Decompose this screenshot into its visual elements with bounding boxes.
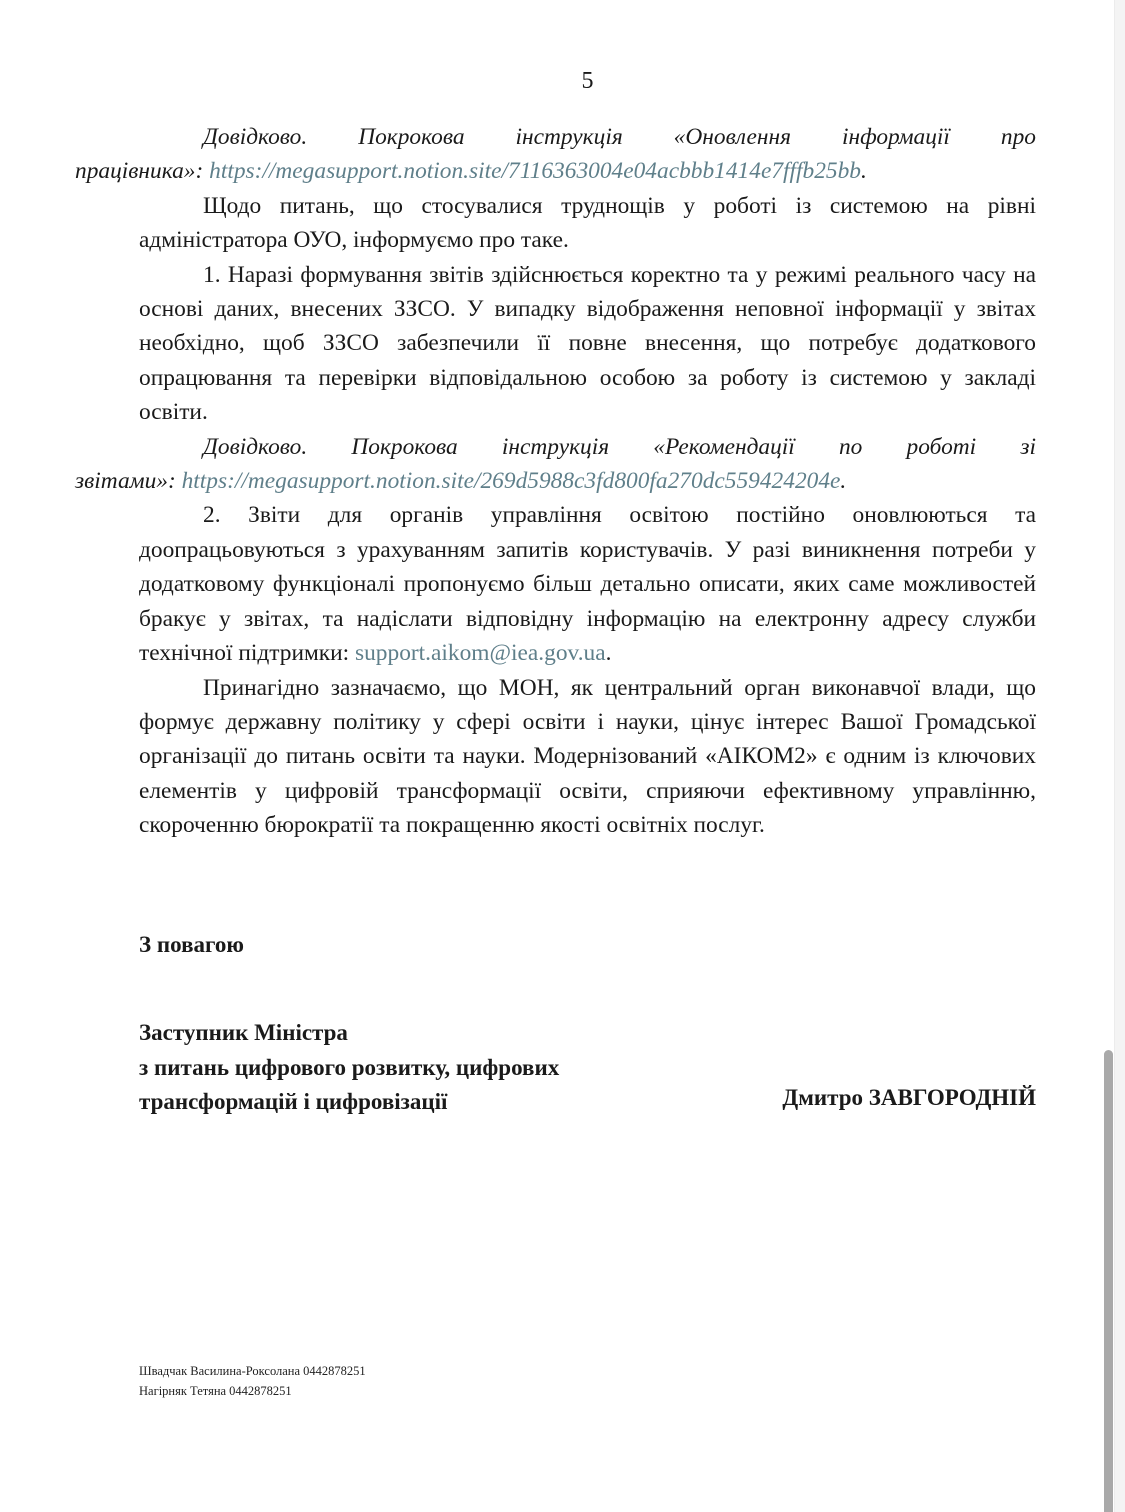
reference-1-prefix: працівника»: bbox=[75, 158, 210, 185]
item-1-paragraph: 1. Наразі формування звітів здійснюється коректно та у режимі реального часу на основі даних, внесених ЗЗСО. У випадку відображення неповної інформації у звітах необхідно, щоб ЗЗСО забезпечили її повне внесення, що потребує додаткового опрацювання та перевірки відповідальною особою за роботу із системою у закладі освіти. bbox=[139, 261, 1036, 426]
reference-1-link[interactable]: https://megasupport.notion.site/7116363004e04acbbb1414e7fffb25bb bbox=[209, 158, 861, 185]
signatory-title bbox=[139, 1016, 559, 1120]
reference-1-suffix: . bbox=[861, 158, 867, 185]
letter-body bbox=[75, 120, 1036, 843]
page-edge bbox=[1114, 0, 1125, 1512]
scrollbar-thumb[interactable] bbox=[1104, 1050, 1113, 1512]
intro-paragraph: Щодо питань, що стосувалися труднощів у роботі із системою на рівні адміністратора ОУО, інформуємо про таке. bbox=[139, 192, 1036, 254]
signatory-name: Дмитро ЗАВГОРОДНІЙ bbox=[782, 1085, 1036, 1110]
executor-2: Нагірняк Тетяна 0442878251 bbox=[139, 1384, 292, 1398]
executor-1: Швадчак Василина-Роксолана 0442878251 bbox=[139, 1364, 366, 1378]
reference-2-link[interactable]: https://megasupport.notion.site/269d5988c3fd800fa270dc559424204e bbox=[181, 468, 841, 495]
closing-salutation: З повагою bbox=[139, 932, 244, 957]
page-number: 5 bbox=[581, 68, 594, 94]
reference-paragraph-1 bbox=[75, 120, 1036, 189]
executors bbox=[139, 1361, 366, 1401]
signatory-title-line-1: Заступник Міністра bbox=[139, 1020, 348, 1045]
item-2-text: 2. Звіти для органів управління освітою постійно оновлюються та доопрацьовуються з урахуванням запитів користувачів. У разі виникнення потреби у додатковому функціоналі пропонуємо більш детально описати, яких саме можливостей бракує у звітах, та надіслати відповідну інформацію на електронну адресу служби технічної підтримки: bbox=[139, 502, 1036, 667]
closing-paragraph: Принагідно зазначаємо, що МОН, як центральний орган виконавчої влади, що формує державну політику у сфері освіти і науки, цінує інтерес Вашої Громадської організації до питань освіти та науки. Модернізований «АІКОМ2» є одним із ключових елементів у цифровій трансформації освіти, сприяючи ефективному управлінню, скороченню бюрократії та покращенню якості освітніх послуг. bbox=[139, 674, 1036, 839]
signatory-title-line-3: трансформацій і цифровізації bbox=[139, 1089, 448, 1114]
reference-2-prefix: звітами»: bbox=[75, 468, 182, 495]
reference-2-heading: Довідково. Покрокова інструкція «Рекомендації по роботі зі bbox=[203, 433, 1036, 460]
item-2-paragraph bbox=[139, 498, 1036, 670]
support-email-link[interactable]: support.aikom@iea.gov.ua bbox=[355, 640, 606, 667]
reference-2-suffix: . bbox=[840, 468, 847, 495]
signatory-title-line-2: з питань цифрового розвитку, цифрових bbox=[139, 1054, 560, 1080]
item-2-suffix: . bbox=[605, 640, 612, 667]
reference-paragraph-2 bbox=[75, 430, 1036, 499]
reference-1-heading: Довідково. Покрокова інструкція «Оновлення інформації про bbox=[203, 124, 1036, 150]
